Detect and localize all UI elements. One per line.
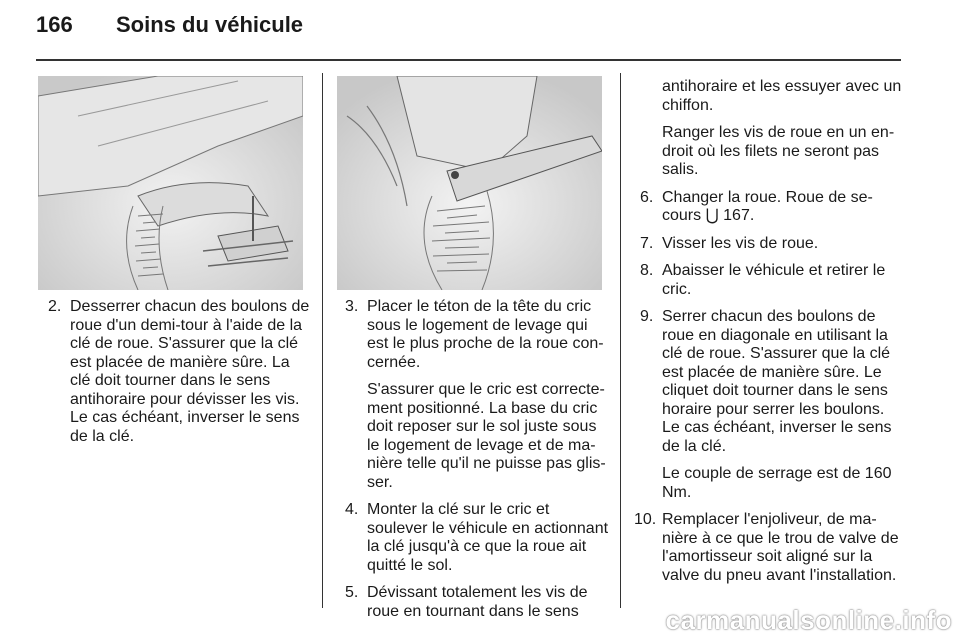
watermark: carmanualsonline.info [665, 605, 952, 635]
step-number: 9. [640, 308, 654, 325]
jack-under-wheel-illustration [38, 76, 303, 290]
step-text: Changer la roue. Roue de secours [662, 188, 873, 224]
step-10 [634, 511, 904, 585]
step-3 [345, 298, 609, 492]
wheel-lifted-illustration [337, 76, 602, 290]
column-2 [345, 298, 609, 630]
step-text: Serrer chacun des boulons de roue en diagonale en utilisant la clé de roue. S'assurer que la clé est placée de manière sûre. Le cliquet doit tourner dans le sens horaire pour serrer les boulons. Le cas échéant, inverser le sens de la clé. [662, 308, 892, 455]
step-4 [345, 501, 609, 575]
step-number: 4. [345, 501, 359, 518]
step-9 [640, 308, 904, 502]
step-5-continued [640, 78, 904, 180]
step-text: Remplacer l'enjoliveur, de manière à ce que le trou de valve de l'amortisseur soit aligné sur la valve du pneu avant l'installation. [662, 511, 899, 584]
step-number: 6. [640, 188, 654, 206]
arrow-ref-icon: ⋃ [705, 207, 719, 224]
column-3 [634, 78, 904, 594]
step-text: Dévissant totalement les vis de roue en tournant dans le sens [367, 584, 588, 620]
page-header [36, 12, 303, 38]
column-1 [48, 298, 312, 455]
step-text: Placer le téton de la tête du cric sous le logement de levage qui est le plus proche de la roue concernée. [367, 298, 604, 371]
step-8 [640, 262, 904, 299]
step-number: 2. [48, 298, 62, 315]
page-title: Soins du véhicule [116, 12, 304, 37]
step-note: Le couple de serrage est de 160 Nm. [662, 465, 892, 501]
step-number: 7. [640, 234, 654, 252]
step-text: Abaisser le véhicule et retirer le cric. [662, 262, 886, 298]
step-note: S'assurer que le cric est correctement positionné. La base du cric doit reposer sur le sol juste sous le logement de levage et de manière telle qu'il ne puisse pas glisser. [367, 381, 606, 491]
step-2 [48, 298, 312, 446]
step-text: antihoraire et les essuyer avec un chiffon. [662, 78, 902, 114]
step-number: 3. [345, 298, 359, 315]
header-rule [36, 59, 901, 61]
step-text: Monter la clé sur le cric et soulever le véhicule en actionnant la clé jusqu'à ce que la roue ait quitté le sol. [367, 501, 609, 574]
column-divider [620, 73, 621, 608]
column-divider [322, 73, 323, 608]
step-number: 5. [345, 584, 359, 601]
step-text: Desserrer chacun des boulons de roue d'un demi-tour à l'aide de la clé de roue. S'assurer que la clé est placée de manière sûre. La clé doit tourner dans le sens antihoraire pour dévisser les vis. Le cas échéant, inverser le sens de la clé. [70, 298, 310, 445]
page-reference-link[interactable]: 167. [723, 207, 755, 224]
step-7 [640, 235, 904, 254]
step-number: 10. [634, 511, 657, 528]
step-5 [345, 584, 609, 621]
step-text: Visser les vis de roue. [662, 234, 819, 252]
step-number: 8. [640, 262, 654, 279]
step-note: Ranger les vis de roue en un endroit où les filets ne seront pas salis. [662, 124, 895, 178]
step-6 [640, 189, 904, 226]
page-number: 166 [36, 12, 73, 37]
